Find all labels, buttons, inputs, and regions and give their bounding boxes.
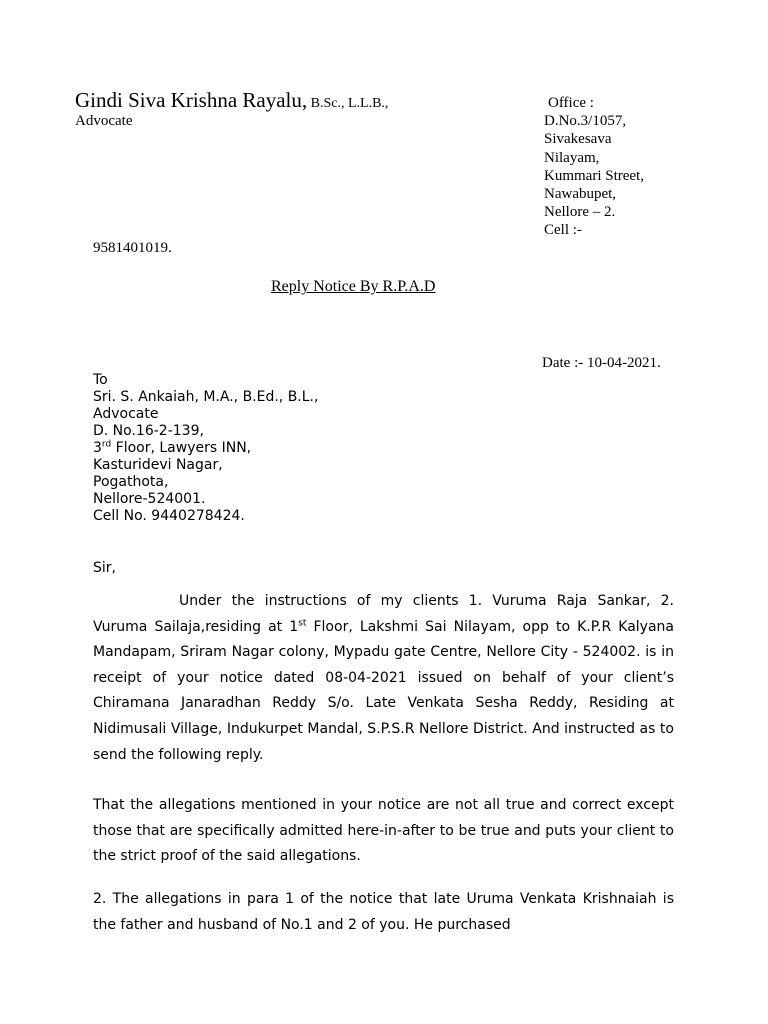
salutation: Sir,	[93, 560, 116, 576]
recipient-area: Kasturidevi Nagar,	[93, 457, 223, 473]
office-cell-number: 9581401019.	[93, 240, 172, 256]
body-paragraph-2: 2. The allegations in para 1 of the notice that late Uruma Venkata Krishnaiah is the father and husband of No.1 and 2 of you. He purchased	[93, 891, 674, 933]
office-building-cont: Nilayam,	[544, 149, 600, 166]
office-street: Kummari Street,	[544, 167, 644, 184]
recipient-door-no: D. No.16-2-139,	[93, 423, 204, 439]
notice-title: Reply Notice By R.P.A.D	[271, 278, 436, 295]
office-cell-label: Cell :-	[544, 222, 582, 239]
office-city: Nellore – 2.	[544, 204, 616, 221]
lawyer-name-text: Gindi Siva Krishna Rayalu,	[75, 88, 308, 112]
office-address-block	[544, 94, 644, 240]
office-building: Sivakesava	[544, 131, 612, 148]
office-area: Nawabupet,	[544, 186, 617, 203]
body-paragraph-allegations: That the allegations mentioned in your notice are not all true and correct except those that are specifically admitted here-in-after to be true and puts your client to the strict proof of the said allegations.	[93, 797, 674, 865]
lawyer-title: Advocate	[75, 113, 133, 129]
recipient-floor: 3rd Floor, Lawyers INN,	[93, 439, 252, 456]
office-label: Office :	[548, 95, 594, 111]
notice-date: Date :- 10-04-2021.	[542, 355, 661, 371]
recipient-city: Nellore-524001.	[93, 491, 206, 507]
body-paragraph-instructions: Under the instructions of my clients 1. Vuruma Raja Sankar, 2. Vuruma Sailaja,residing at 1st Floor, Lakshmi Sai Nilayam, opp to K.P.R Kalyana Mandapam, Sriram Nagar colony, Mypadu gate Centre, Nellore City - 524002. is in receipt of your notice dated 08-04-2021 issued on behalf of your client’s Chiramana Janaradhan Reddy S/o. Late Venkata Sesha Reddy, Residing at Nidimusali Village, Indukurpet Mandal, S.P.S.R Nellore District. And instructed as to send the following reply.	[93, 593, 675, 763]
lawyer-qualifications: B.Sc., L.L.B.,	[307, 96, 389, 111]
lawyer-name	[75, 88, 388, 113]
recipient-to: To	[93, 372, 108, 388]
office-door-no: D.No.3/1057,	[544, 113, 627, 130]
recipient-cell: Cell No. 9440278424.	[93, 508, 245, 524]
recipient-name: Sri. S. Ankaiah, M.A., B.Ed., B.L.,	[93, 389, 319, 405]
recipient-locality: Pogathota,	[93, 474, 169, 490]
recipient-role: Advocate	[93, 406, 159, 422]
recipient-address-block	[93, 372, 318, 525]
